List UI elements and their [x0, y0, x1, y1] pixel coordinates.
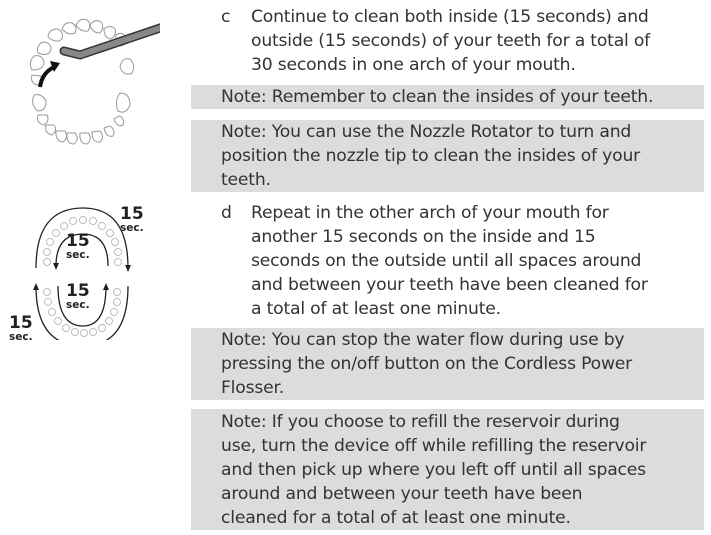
- note-box: [191, 85, 704, 109]
- text-line: Flosser.: [221, 378, 285, 398]
- text-line: 30 seconds in one arch of your mouth.: [251, 55, 576, 75]
- text-line: and then pick up where you left off until all spaces: [221, 460, 646, 480]
- timing-value: 15: [66, 231, 90, 251]
- text-line: Note: If you choose to refill the reservoir during: [221, 412, 620, 432]
- text-line: Repeat in the other arch of your mouth for: [251, 203, 609, 223]
- timing-unit: sec.: [66, 249, 90, 261]
- text-line: use, turn the device off while refilling the reservoir: [221, 436, 647, 456]
- text-line: pressing the on/off button on the Cordless Power: [221, 354, 633, 374]
- text-line: around and between your teeth have been: [221, 484, 583, 504]
- text-line: teeth.: [221, 170, 271, 190]
- text-line: Note: Remember to clean the insides of your teeth.: [221, 87, 654, 107]
- text-line: and between your teeth have been cleaned for: [251, 275, 648, 295]
- timing-value: 15: [9, 313, 33, 333]
- step-label: c: [221, 7, 231, 27]
- step-text: [251, 5, 701, 77]
- timing-label-lower-inside: [66, 283, 90, 311]
- flosser-nozzle-in-mouth-icon: [20, 15, 160, 145]
- timing-label-upper-outside: [120, 206, 144, 234]
- text-line: a total of at least one minute.: [251, 299, 501, 319]
- timing-value: 15: [120, 204, 144, 224]
- text-line: outside (15 seconds) of your teeth for a total of: [251, 31, 651, 51]
- timing-unit: sec.: [120, 222, 144, 234]
- text-line: Note: You can stop the water flow during use by: [221, 330, 625, 350]
- text-line: cleaned for a total of at least one minute.: [221, 508, 571, 528]
- text-line: Note: You can use the Nozzle Rotator to turn and: [221, 122, 632, 142]
- step-d: [221, 201, 701, 321]
- text-line: position the nozzle tip to clean the insides of your: [221, 146, 641, 166]
- text-line: another 15 seconds on the inside and 15: [251, 227, 596, 247]
- note-box: [191, 120, 704, 192]
- timing-value: 15: [66, 281, 90, 301]
- timing-unit: sec.: [9, 331, 33, 343]
- text-line: Continue to clean both inside (15 seconds) and: [251, 7, 649, 27]
- timing-label-upper-inside: [66, 233, 90, 261]
- step-c: [221, 5, 701, 77]
- step-label: d: [221, 203, 232, 223]
- note-box: [191, 409, 704, 530]
- note-box: [191, 328, 704, 400]
- timing-label-lower-outside: [9, 315, 33, 343]
- step-text: [251, 201, 701, 321]
- timing-unit: sec.: [66, 299, 90, 311]
- text-line: seconds on the outside until all spaces around: [251, 251, 642, 271]
